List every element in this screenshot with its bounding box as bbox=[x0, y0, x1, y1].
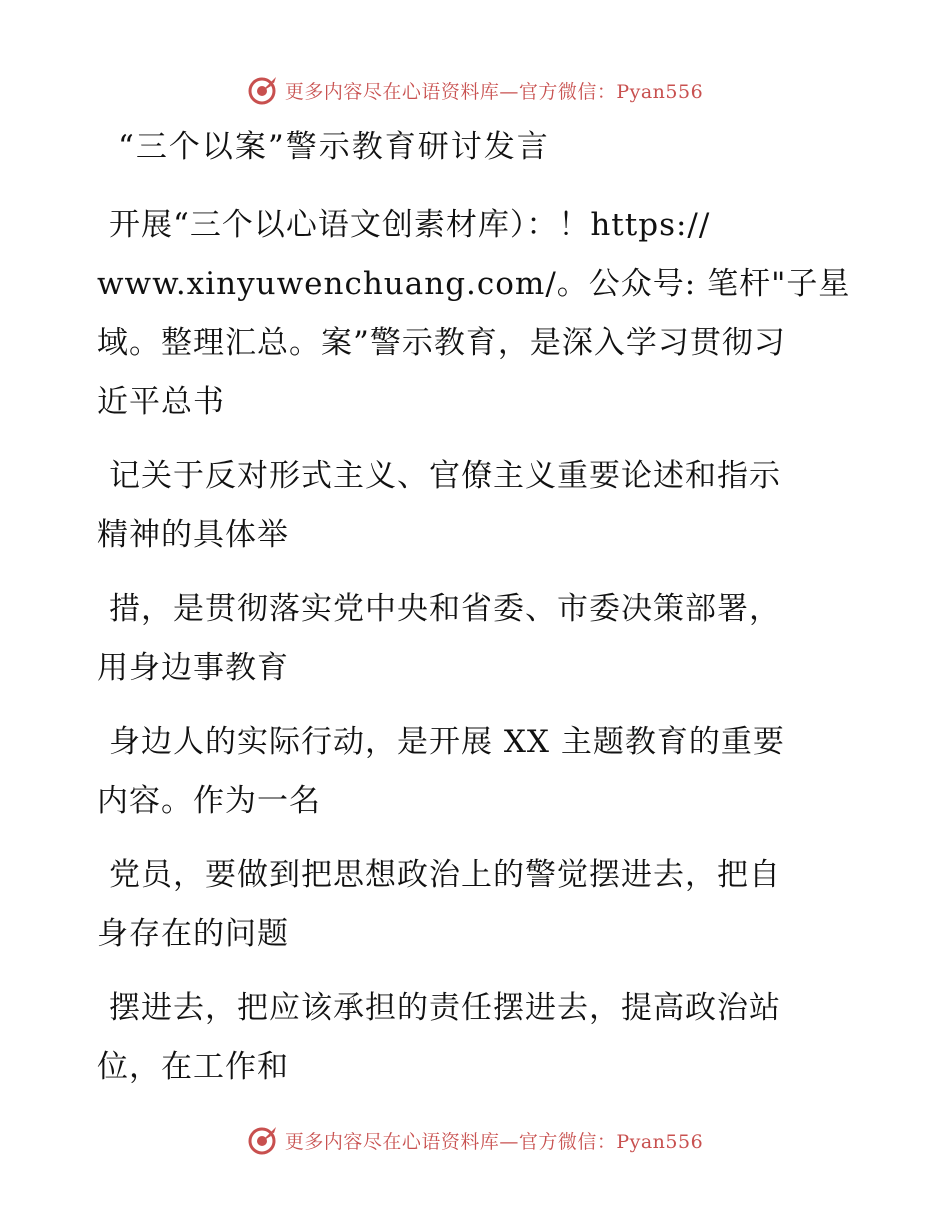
text-line: 记关于反对形式主义、官僚主义重要论述和指示 bbox=[109, 458, 781, 494]
text-line: 用身边事教育 bbox=[97, 650, 289, 686]
text-line: 近平总书 bbox=[97, 384, 225, 420]
banner-text: 更多内容尽在心语资料库—官方微信：Pyan556 bbox=[284, 1130, 704, 1153]
paragraph bbox=[97, 196, 857, 432]
quill-logo-icon bbox=[247, 74, 279, 106]
paragraph bbox=[97, 447, 857, 565]
banner-text: 更多内容尽在心语资料库—官方微信：Pyan556 bbox=[284, 80, 704, 103]
quill-logo-icon bbox=[247, 1124, 279, 1156]
document-body bbox=[97, 196, 857, 1112]
paragraph bbox=[97, 846, 857, 964]
text-line: 开展“三个以心语文创素材库）：！https:// bbox=[109, 207, 711, 243]
paragraph bbox=[97, 713, 857, 831]
text-line: www.xinyuwenchuang.com/。公众号: 笔杆"子星 bbox=[97, 266, 851, 302]
text-line: 精神的具体举 bbox=[97, 517, 289, 553]
paragraph bbox=[97, 580, 857, 698]
header-banner bbox=[0, 70, 950, 110]
text-line: 内容。作为一名 bbox=[97, 783, 321, 819]
document-title: “三个以案”警示教育研讨发言 bbox=[118, 129, 550, 165]
text-line: 身存在的问题 bbox=[97, 916, 289, 952]
text-line: 摆进去，把应该承担的责任摆进去，提高政治站 bbox=[109, 990, 781, 1026]
text-line: 党员，要做到把思想政治上的警觉摆进去，把自 bbox=[109, 857, 781, 893]
footer-banner bbox=[0, 1120, 950, 1160]
paragraph bbox=[97, 979, 857, 1097]
text-line: 身边人的实际行动，是开展 XX 主题教育的重要 bbox=[109, 724, 785, 760]
text-line: 措，是贯彻落实党中央和省委、市委决策部署， bbox=[109, 591, 781, 627]
text-line: 位，在工作和 bbox=[97, 1049, 289, 1085]
text-line: 域。整理汇总。案”警示教育，是深入学习贯彻习 bbox=[97, 325, 786, 361]
